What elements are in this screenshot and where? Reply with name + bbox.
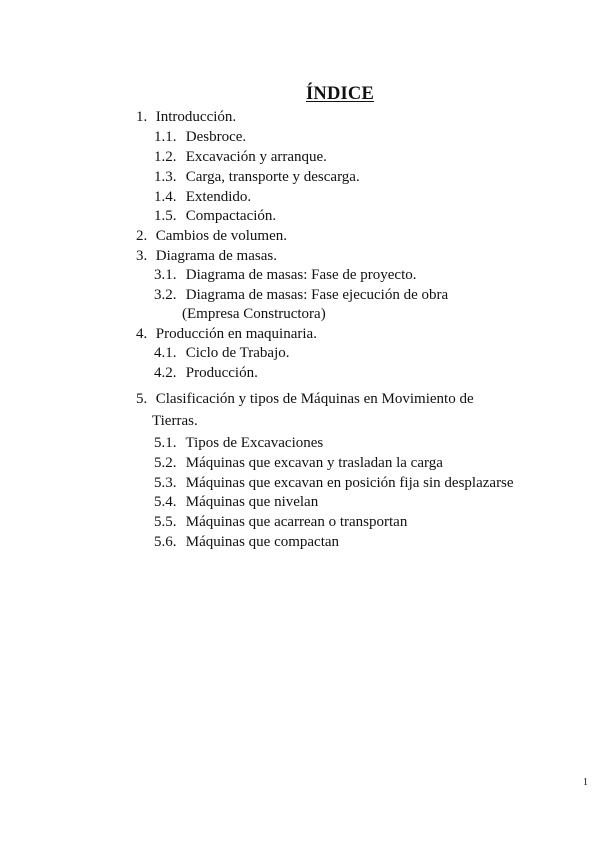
toc-entry-number: 1.5. bbox=[154, 208, 177, 224]
toc-entry-number: 5.3. bbox=[154, 475, 177, 491]
toc-entry-number: 2. bbox=[136, 228, 148, 244]
toc-entry-number: 3.1. bbox=[154, 267, 177, 283]
toc-entry-number: 5.5. bbox=[154, 514, 177, 530]
toc-entry-text: Máquinas que acarrean o transportan bbox=[185, 514, 408, 530]
toc-entry-text: Introducción. bbox=[155, 109, 237, 125]
toc-entry-text: Tipos de Excavaciones bbox=[185, 435, 324, 451]
toc-entry-number: 5.1. bbox=[154, 435, 177, 451]
toc-entry-text: Máquinas que nivelan bbox=[185, 494, 319, 510]
toc-entry-2 bbox=[136, 227, 287, 245]
toc-entry-text: Diagrama de masas: Fase ejecución de obra bbox=[185, 287, 449, 303]
toc-entry-3-2-continuation: (Empresa Constructora) bbox=[182, 306, 326, 322]
toc-entry-text: Diagrama de masas: Fase de proyecto. bbox=[185, 267, 417, 283]
page-number: 1 bbox=[583, 777, 588, 788]
toc-entry-1-4 bbox=[154, 188, 251, 206]
toc-entry-number: 1.1. bbox=[154, 129, 177, 145]
toc-entry-number: 1.4. bbox=[154, 189, 177, 205]
toc-entry-text: Clasificación y tipos de Máquinas en Movimiento de bbox=[155, 391, 474, 407]
toc-entry-text: Compactación. bbox=[185, 208, 277, 224]
toc-entry-1-2 bbox=[154, 148, 327, 166]
index-title: ÍNDICE bbox=[305, 84, 375, 104]
toc-entry-number: 1.3. bbox=[154, 169, 177, 185]
toc-entry-number: 1. bbox=[136, 109, 148, 125]
toc-entry-text: Diagrama de masas. bbox=[155, 248, 277, 264]
toc-entry-3 bbox=[136, 247, 277, 265]
toc-entry-number: 5.6. bbox=[154, 534, 177, 550]
toc-entry-number: 1.2. bbox=[154, 149, 177, 165]
toc-entry-4-2 bbox=[154, 364, 258, 382]
toc-entry-3-1 bbox=[154, 266, 417, 284]
toc-entry-5-3 bbox=[154, 474, 514, 492]
toc-entry-text: Ciclo de Trabajo. bbox=[185, 345, 290, 361]
toc-entry-4-1 bbox=[154, 344, 290, 362]
toc-entry-5 bbox=[136, 390, 474, 408]
toc-entry-text: Carga, transporte y descarga. bbox=[185, 169, 360, 185]
toc-entry-number: 4.1. bbox=[154, 345, 177, 361]
toc-entry-number: 5. bbox=[136, 391, 148, 407]
toc-entry-text: Producción. bbox=[185, 365, 258, 381]
toc-entry-text: Máquinas que excavan en posición fija sin desplazarse bbox=[185, 475, 514, 491]
toc-entry-4 bbox=[136, 325, 317, 343]
toc-entry-number: 3.2. bbox=[154, 287, 177, 303]
toc-entry-5-2 bbox=[154, 454, 443, 472]
toc-entry-5-5 bbox=[154, 513, 407, 531]
toc-entry-text: Máquinas que compactan bbox=[185, 534, 340, 550]
toc-entry-number: 3. bbox=[136, 248, 148, 264]
toc-entry-text: Excavación y arranque. bbox=[185, 149, 327, 165]
toc-entry-1 bbox=[136, 108, 236, 126]
toc-entry-5-6 bbox=[154, 533, 339, 551]
toc-entry-text: Desbroce. bbox=[185, 129, 247, 145]
toc-entry-number: 5.4. bbox=[154, 494, 177, 510]
toc-entry-5-1 bbox=[154, 434, 323, 452]
toc-entry-number: 4. bbox=[136, 326, 148, 342]
toc-entry-5-continuation: Tierras. bbox=[152, 413, 198, 429]
toc-entry-5-4 bbox=[154, 493, 318, 511]
toc-entry-3-2 bbox=[154, 286, 448, 304]
toc-entry-1-5 bbox=[154, 207, 276, 225]
toc-entry-text: Máquinas que excavan y trasladan la carga bbox=[185, 455, 443, 471]
toc-entry-text: Cambios de volumen. bbox=[155, 228, 287, 244]
toc-entry-1-3 bbox=[154, 168, 360, 186]
toc-entry-text: Extendido. bbox=[185, 189, 252, 205]
toc-entry-number: 4.2. bbox=[154, 365, 177, 381]
toc-entry-1-1 bbox=[154, 128, 246, 146]
toc-entry-number: 5.2. bbox=[154, 455, 177, 471]
toc-entry-text: Producción en maquinaria. bbox=[155, 326, 317, 342]
